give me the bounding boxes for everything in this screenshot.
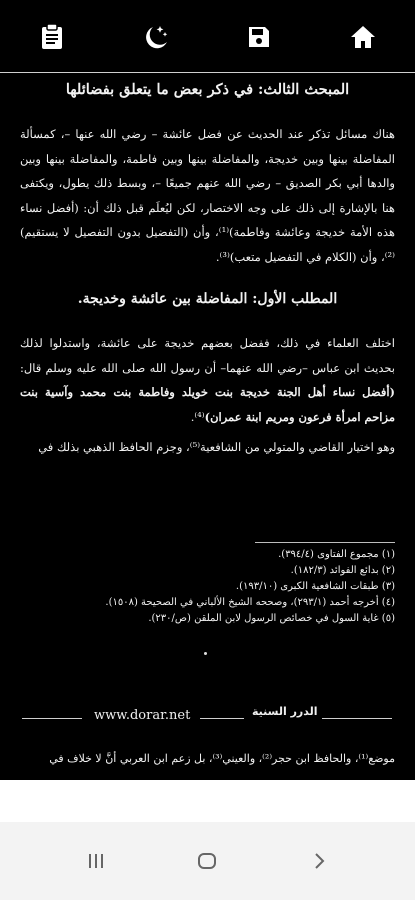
home-circle-icon (197, 851, 217, 871)
footnote-3: (٣) طبقات الشافعية الكبرى (١٩٣/١٠). (235, 581, 395, 592)
home-button[interactable] (343, 17, 383, 57)
home-icon (350, 25, 376, 49)
dorar-logo: الدرر السنية (252, 705, 318, 718)
book-page (20, 78, 395, 460)
blank-area (0, 780, 415, 822)
paragraph-3: وهو اختيار القاضي والمتولي من الشافعية⁽⁵⁾، وجزم الحافظ الذهبي بذلك في (38, 440, 395, 454)
footer-line-left (22, 718, 82, 719)
page-footer (22, 706, 392, 732)
reader-toolbar (0, 0, 415, 70)
system-nav-bar (0, 822, 415, 900)
night-mode-button[interactable] (136, 17, 176, 57)
footnote-1: (١) مجموع الفتاوى (٣٩٤/٤). (278, 549, 395, 560)
section-title: المبحث الثالث: في ذكر بعض ما يتعلق بفضائلها (65, 81, 350, 98)
footer-url: www.dorar.net (94, 708, 191, 723)
save-button[interactable] (239, 17, 279, 57)
clipboard-button[interactable] (32, 17, 72, 57)
footnote-5: (٥) غاية السول في خصائص الرسول لابن الملقن (ص/٢٣٠). (148, 613, 395, 624)
recent-apps-button[interactable] (76, 841, 116, 881)
footnote-2: (٢) بدائع الفوائد (١٨٢/٣). (290, 565, 395, 576)
footer-line-middle (200, 718, 244, 719)
moon-stars-icon (142, 23, 170, 51)
footer-line-right (322, 718, 392, 719)
paragraph-1: هناك مسائل تذكر عند الحديث عن فضل عائشة – رضي الله عنها –، كمسألة المفاضلة بينها وبين خديجة، والمفاضلة بينها وبين فاطمة، والمفاضلة بينها وبين والدها أبي بكر الصديق – رضي الله عنهم جميعًا –، وبسط ذلك يطول، ويكتفى هنا بالإشارة إلى ذلك على وجه الاختصار، لكن ليُعلَم قبل ذلك أن: (أفضل نساء هذه الأمة خديجة وعائشة وفاطمة)⁽¹⁾، وأن (التفضيل بدون التفصيل لا يستقيم)⁽²⁾، وأن (الكلام في التفضيل متعب)⁽³⁾. (20, 127, 395, 264)
paragraph-2-end: ⁽⁴⁾. (190, 409, 205, 424)
footnote-4: (٤) أخرجه أحمد (٢٩٣/١)، وصححه الشيخ الألباني في الصحيحة (١٥٠٨). (105, 597, 395, 608)
next-page-line: موضع⁽¹⁾، والحافظ ابن حجر⁽²⁾، والعيني⁽³⁾، بل زعم ابن العربي أنَّ لا خلاف في (49, 752, 395, 765)
subheading: المطلب الأول: المفاضلة بين عائشة وخديجة. (77, 291, 338, 307)
back-button[interactable] (299, 841, 339, 881)
stray-dot (204, 652, 207, 655)
paragraph-2 (20, 331, 395, 429)
footnotes (65, 547, 395, 627)
footnote-separator (255, 542, 395, 543)
hadith-quote: (أفضل نساء أهل الجنة خديجة بنت خويلد وفاطمة بنت محمد وآسية بنت مزاحم امرأة فرعون ومريم ابنة عمران) (20, 385, 395, 424)
home-nav-button[interactable] (187, 841, 227, 881)
clipboard-icon (40, 24, 64, 50)
paragraph-2-start: اختلف العلماء في ذلك، ففضل بعضهم خديجة على عائشة، واستدلوا لذلك بحديث ابن عباس –رضي الله عنهما– أن رسول الله صلى الله عليه وسلم قال: (20, 336, 395, 375)
toolbar-divider (0, 72, 415, 73)
recent-apps-icon (87, 852, 105, 870)
save-icon (247, 25, 271, 49)
back-chevron-icon (312, 851, 326, 871)
